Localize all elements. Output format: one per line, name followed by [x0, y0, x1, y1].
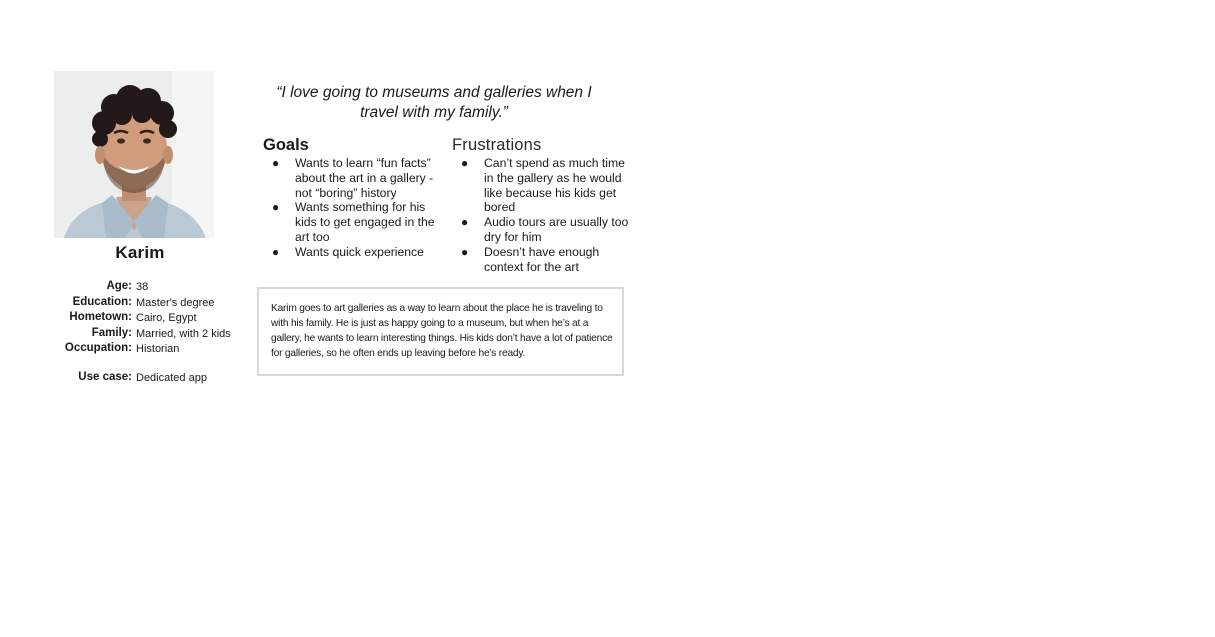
demo-family — [40, 326, 250, 342]
goal-text: Wants quick experience — [295, 244, 424, 259]
demo-hometown — [40, 310, 250, 326]
bullet-icon: ● — [272, 244, 280, 259]
demo-occupation — [40, 341, 250, 357]
bullet-icon: ● — [272, 156, 280, 170]
demo-value: Dedicated app — [136, 371, 207, 384]
demo-label: Hometown: — [69, 311, 132, 324]
demo-value: Cairo, Egypt — [136, 312, 197, 325]
frustrations-title: Frustrations — [452, 136, 542, 154]
bullet-icon: ● — [461, 156, 469, 170]
list-item — [452, 156, 632, 215]
bullet-icon: ● — [461, 215, 469, 230]
demo-label: Education: — [72, 295, 132, 308]
frustrations-list — [452, 156, 632, 274]
persona-name: Karim — [115, 243, 165, 262]
list-item — [263, 200, 448, 244]
frustration-text: Can’t spend as much time in the gallery as he would like because his kids get bored — [484, 156, 625, 215]
persona-bio — [257, 287, 624, 376]
demo-label: Occupation: — [64, 342, 132, 355]
bullet-icon: ● — [461, 244, 469, 259]
demo-age — [40, 279, 250, 295]
person-photo-icon — [54, 71, 214, 238]
demo-value: Historian — [136, 343, 180, 356]
persona-quote: “I love going to museums and galleries when I travel with my family.” — [276, 84, 592, 121]
frustrations-section — [452, 135, 632, 274]
demo-value: Master's degree — [136, 296, 215, 309]
goals-title: Goals — [263, 136, 309, 154]
frustration-text: Audio tours are usually too dry for him — [484, 215, 629, 244]
list-item — [263, 245, 448, 260]
demo-label: Age: — [106, 280, 132, 292]
persona-photo — [54, 71, 214, 238]
demo-education — [40, 295, 250, 311]
frustration-text: Doesn’t have enough context for the art — [484, 244, 600, 274]
goals-list — [263, 156, 448, 260]
demo-value: Married, with 2 kids — [136, 327, 231, 340]
goals-section — [263, 135, 448, 260]
demo-use-case — [40, 370, 250, 386]
bio-text: Karim goes to art galleries as a way to learn about the place he is traveling to with his family. He is just as happy going to a museum, but when he’s at a gallery, he wants to learn interesting things. His kids don’t have a lot of patience for galleries, so he often ends up leaving before he’s ready. — [271, 303, 613, 359]
goal-text: Wants something for his kids to get engaged in the art too — [295, 200, 435, 244]
demographics — [40, 279, 250, 386]
bullet-icon: ● — [272, 200, 280, 215]
list-item — [452, 215, 632, 245]
demo-label: Family: — [91, 326, 132, 339]
demo-value: 38 — [136, 281, 149, 293]
goal-text: Wants to learn “fun facts” about the art in a gallery - not “boring” history — [295, 156, 434, 200]
list-item — [452, 245, 632, 275]
demo-label: Use case: — [78, 370, 132, 383]
list-item — [263, 156, 448, 200]
